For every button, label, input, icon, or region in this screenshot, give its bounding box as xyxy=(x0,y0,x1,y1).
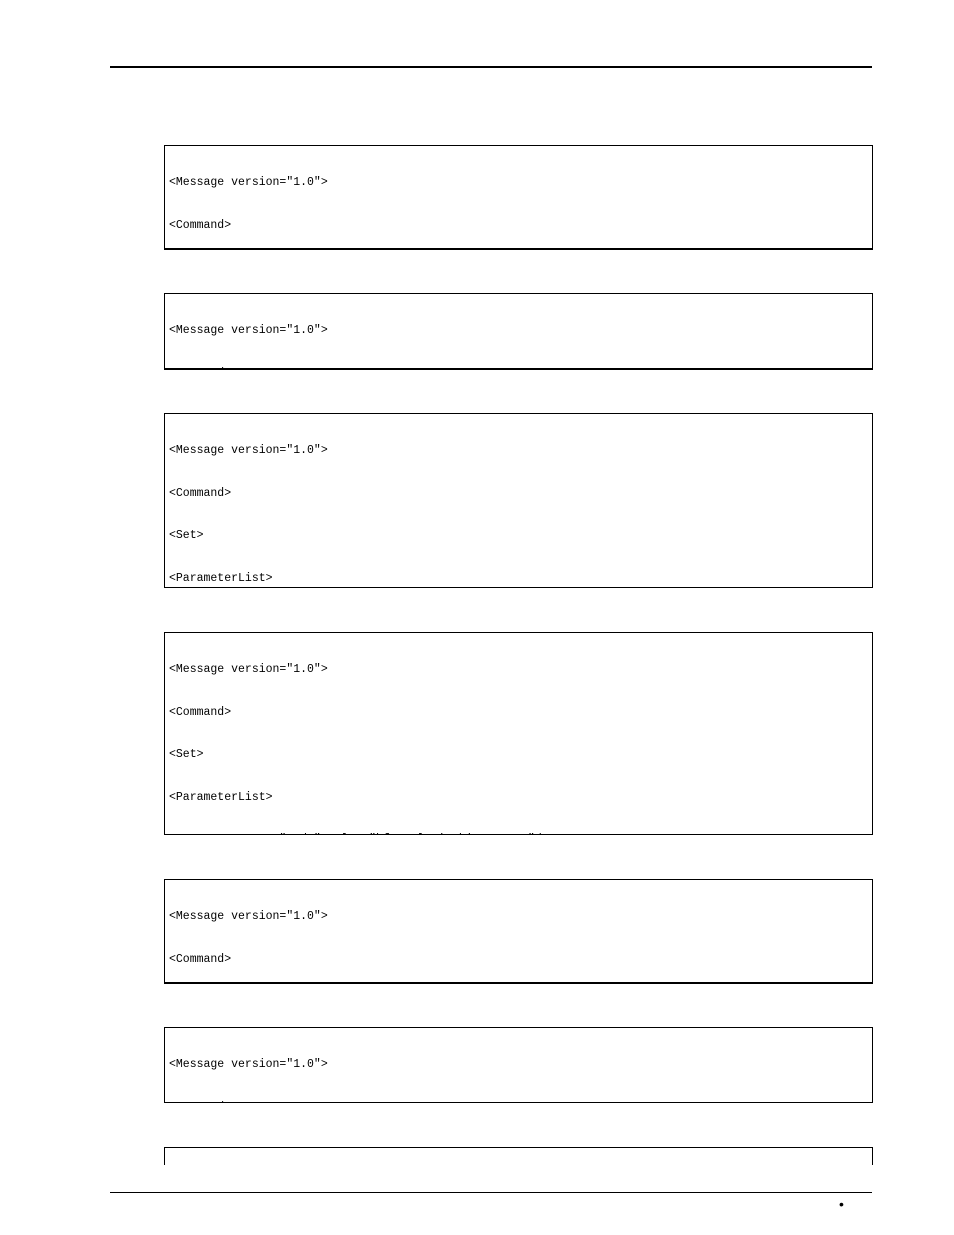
code-block-hf-analysis-bit-stream xyxy=(164,632,873,835)
code-line: <Command> xyxy=(169,218,232,232)
code-line xyxy=(169,1101,869,1103)
code-block-configuration xyxy=(164,879,873,984)
code-line: <Command> xyxy=(169,952,232,966)
code-block-continued xyxy=(164,1147,873,1165)
code-line: <Set> xyxy=(169,529,204,543)
code-line xyxy=(169,833,869,835)
code-line: <Set> xyxy=(169,748,204,762)
footer-bullet: • xyxy=(839,1196,844,1212)
code-line: <Message version="1.0"> xyxy=(169,1058,328,1072)
code-line: <Message version="1.0"> xyxy=(169,910,328,924)
code-line: <ParameterList> xyxy=(169,790,273,804)
code-block-hf-analysis-fft xyxy=(164,413,873,588)
code-line: <Message version="1.0"> xyxy=(169,324,328,338)
code-line: <Message version="1.0"> xyxy=(169,444,328,458)
code-line xyxy=(169,367,869,370)
code-block-card-status xyxy=(164,293,873,370)
code-block-metadata xyxy=(164,1027,873,1103)
code-line: <ParameterList> xyxy=(169,571,273,585)
code-line: <Command> xyxy=(169,486,232,500)
footer-rule xyxy=(110,1192,872,1193)
header-rule xyxy=(110,66,872,68)
code-block-connect xyxy=(164,145,873,250)
code-line: <Message version="1.0"> xyxy=(169,663,328,677)
code-line: <Command> xyxy=(169,705,232,719)
code-line: <Message version="1.0"> xyxy=(169,176,328,190)
